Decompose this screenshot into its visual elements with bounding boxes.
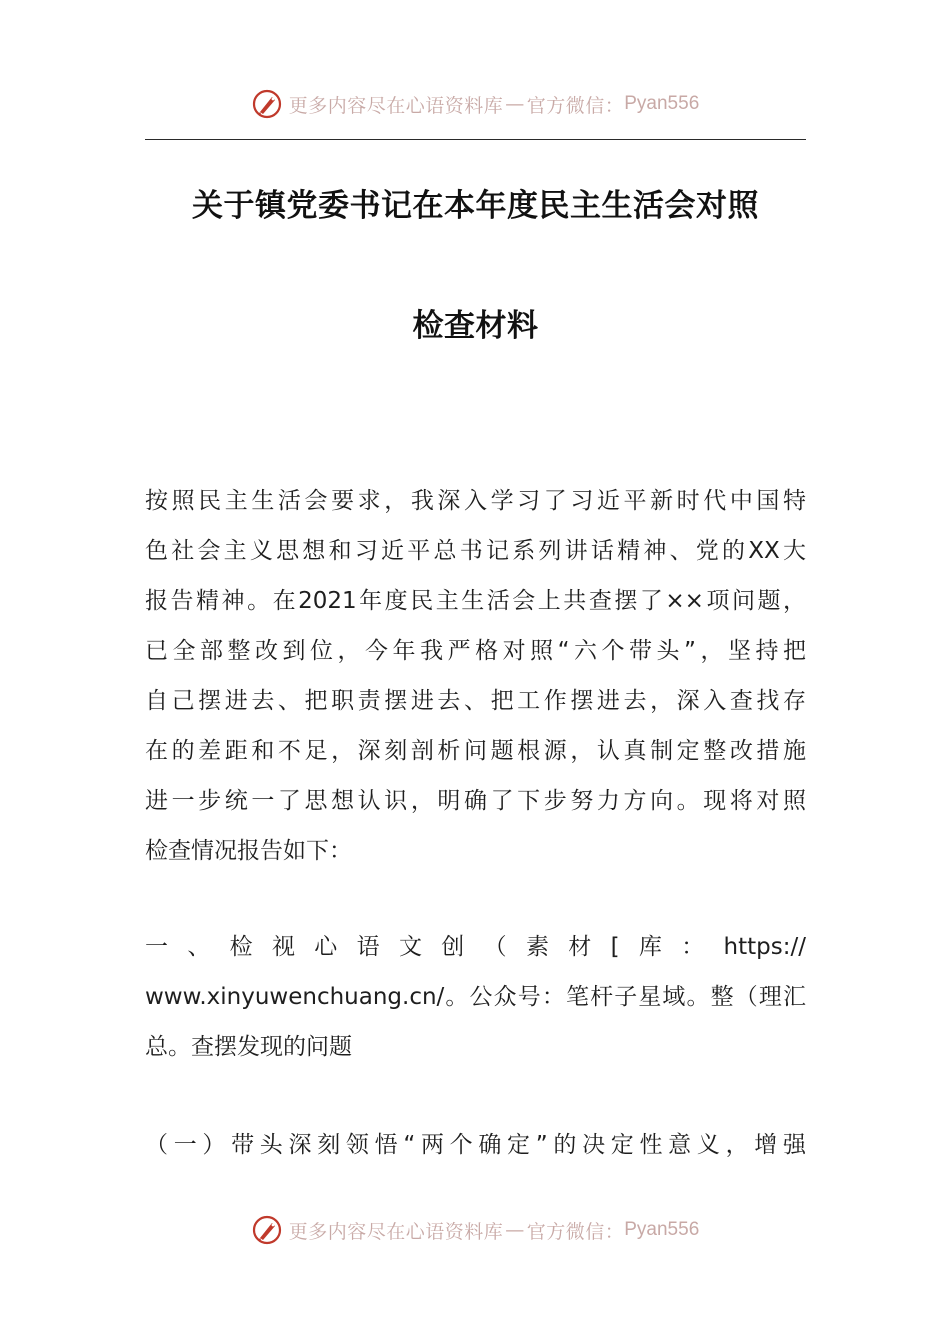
intro-paragraph	[145, 476, 806, 876]
header-watermark-banner	[0, 84, 950, 124]
banner-dash: —	[505, 93, 525, 115]
paragraph-line: 色社会主义思想和习近平总书记系列讲话精神、党的XX大	[145, 538, 806, 564]
document-title-line-2: 检查材料	[412, 308, 539, 344]
paragraph-line: 检查情况报告如下：	[145, 838, 352, 864]
banner-text: 更多内容尽在心语资料库	[288, 1220, 504, 1243]
paragraph-line: （一）带头深刻领悟“两个确定”的决定性意义，增强	[145, 1132, 806, 1158]
banner-text: 更多内容尽在心语资料库	[288, 94, 504, 117]
document-title-line-1: 关于镇党委书记在本年度民主生活会对照	[192, 188, 759, 224]
section-1-heading	[145, 922, 806, 1072]
banner-wechat-id: Pyan556	[624, 93, 700, 114]
paragraph-line: 在的差距和不足，深刻剖析问题根源，认真制定整改措施	[145, 738, 806, 764]
banner-dash: —	[505, 1219, 525, 1241]
paragraph-line: www.xinyuwenchuang.cn/。公众号：笔杆子星域。整（理汇	[145, 984, 806, 1010]
paragraph-line: 一、检视心语文创（素材[库：https://	[145, 934, 806, 960]
pen-nib-logo-icon	[251, 88, 283, 120]
subsection-1-heading	[145, 1120, 806, 1170]
footer-watermark-banner	[0, 1210, 950, 1250]
paragraph-line: 报告精神。在2021年度民主生活会上共查摆了××项问题，	[145, 588, 806, 614]
paragraph-line: 已全部整改到位，今年我严格对照“六个带头”，坚持把	[145, 638, 806, 664]
banner-label: 官方微信：	[526, 1220, 625, 1243]
banner-wechat-id: Pyan556	[624, 1219, 700, 1240]
header-divider	[145, 139, 806, 140]
banner-label: 官方微信：	[526, 94, 625, 117]
paragraph-line: 自己摆进去、把职责摆进去、把工作摆进去，深入查找存	[145, 688, 806, 714]
paragraph-line: 总。查摆发现的问题	[145, 1034, 352, 1060]
paragraph-line: 按照民主生活会要求，我深入学习了习近平新时代中国特	[145, 488, 806, 514]
pen-nib-logo-icon	[251, 1214, 283, 1246]
paragraph-line: 进一步统一了思想认识，明确了下步努力方向。现将对照	[145, 788, 806, 814]
